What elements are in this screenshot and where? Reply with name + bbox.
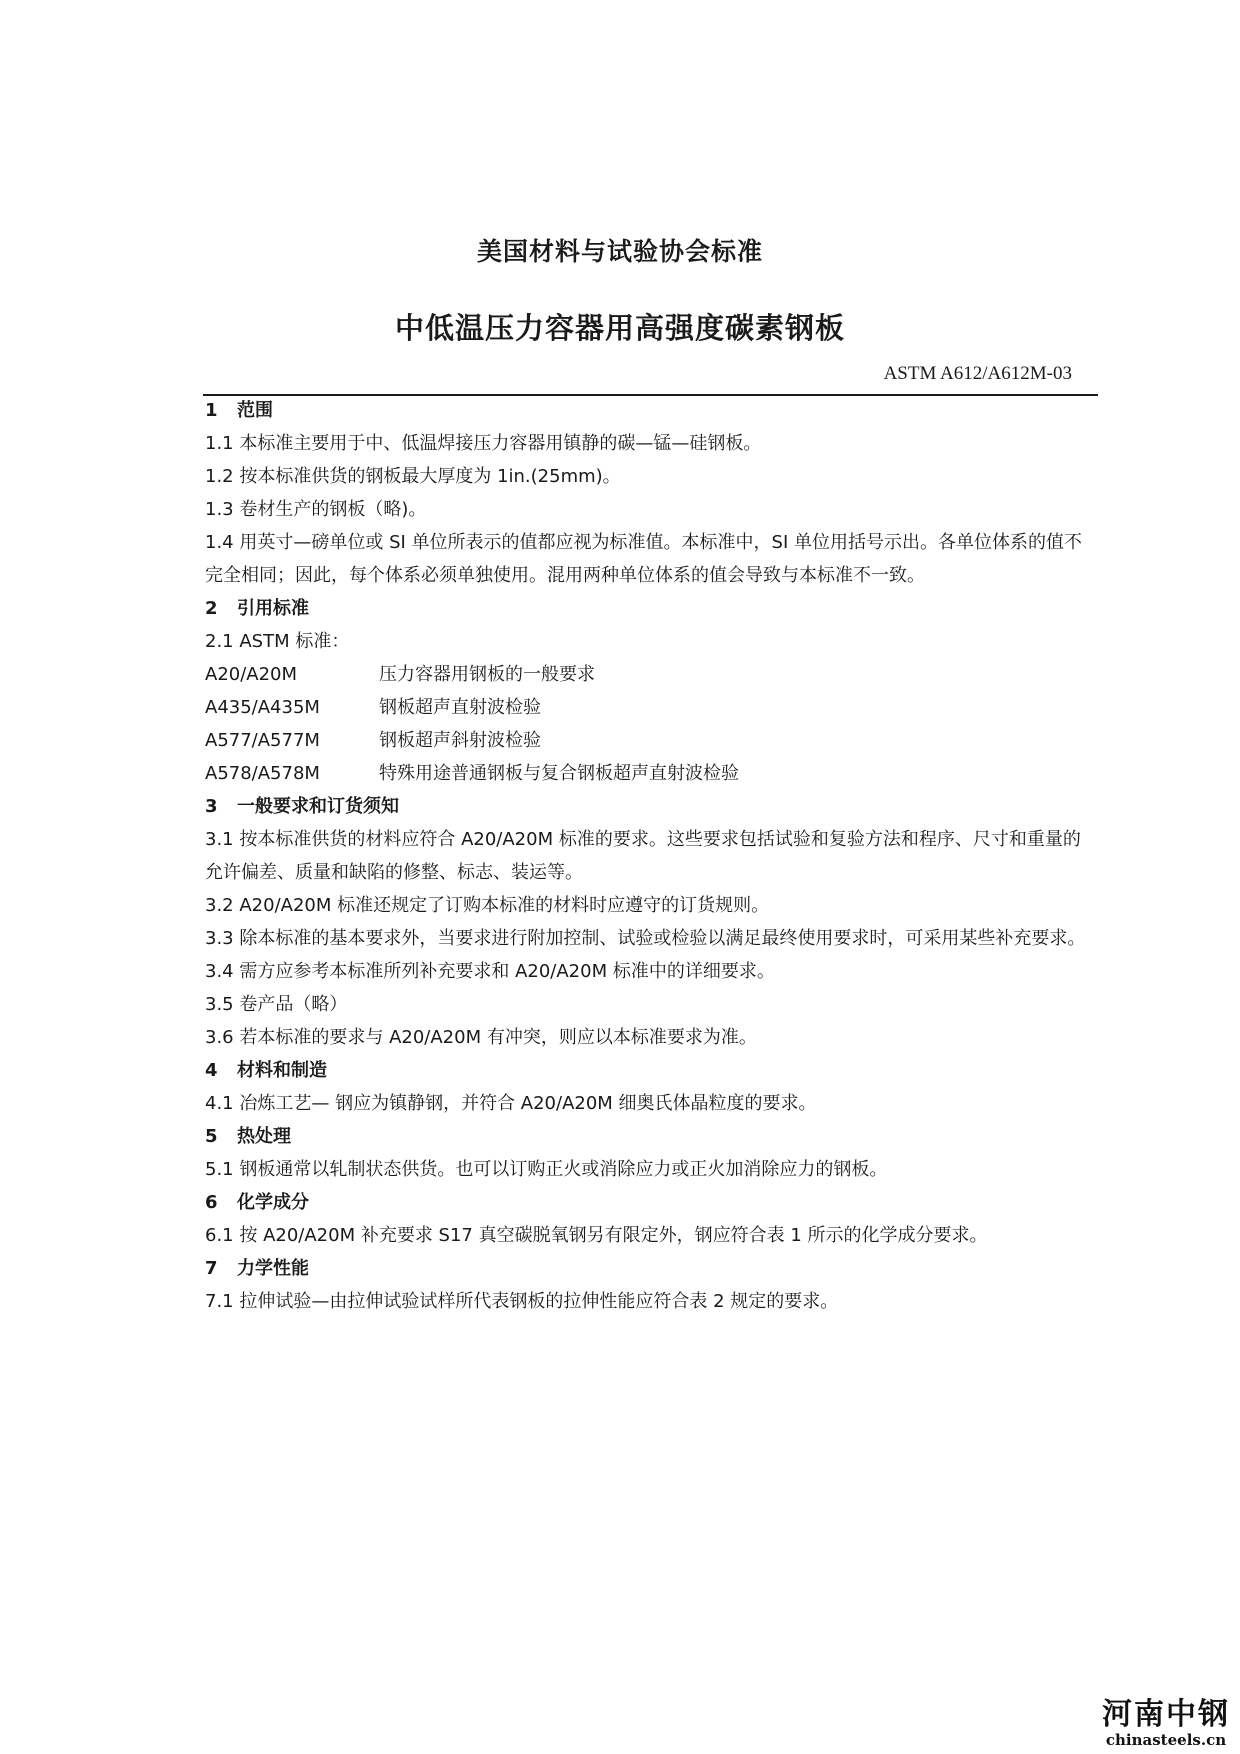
section-title: 热处理 (237, 1126, 291, 1147)
section-heading-2 (205, 592, 1095, 625)
clause-1-1: 1.1 本标准主要用于中、低温焊接压力容器用镇静的碳—锰—硅钢板。 (205, 433, 762, 454)
reference-description: 钢板超声直射波检验 (379, 697, 541, 718)
clause-1-3: 1.3 卷材生产的钢板（略)。 (205, 499, 427, 520)
reference-description: 特殊用途普通钢板与复合钢板超声直射波检验 (379, 763, 739, 784)
section-number: 3 (205, 796, 218, 817)
section-heading-6 (205, 1186, 1095, 1219)
reference-row (205, 757, 1095, 790)
logo-domain-text: chinasteels.cn (1105, 1731, 1227, 1749)
clause-3-4: 3.4 需方应参考本标准所列补充要求和 A20/A20M 标准中的详细要求。 (205, 961, 775, 982)
organization-heading: 美国材料与试验协会标准 (476, 237, 763, 266)
section-number: 7 (205, 1258, 218, 1279)
reference-row (205, 691, 1095, 724)
clause-4-1: 4.1 冶炼工艺— 钢应为镇静钢，并符合 A20/A20M 细奥氏体晶粒度的要求。 (205, 1093, 817, 1114)
clause-3-6: 3.6 若本标准的要求与 A20/A20M 有冲突，则应以本标准要求为准。 (205, 1027, 757, 1048)
section-number: 4 (205, 1060, 218, 1081)
clause-6-1: 6.1 按 A20/A20M 补充要求 S17 真空碳脱氧钢另有限定外，钢应符合表 1 所示的化学成分要求。 (205, 1225, 988, 1246)
section-title: 力学性能 (237, 1258, 309, 1279)
clause-1-4: 1.4 用英寸—磅单位或 SI 单位所表示的值都应视为标准值。本标准中，SI 单位用括号示出。各单位体系的值不完全相同；因此，每个体系必须单独使用。混用两种单位体系的值会导致与本标准不一致。 (205, 532, 1082, 586)
logo-chinese-text: 河南中钢 (1102, 1697, 1230, 1732)
section-title: 引用标准 (237, 598, 309, 619)
reference-code: A578/A578M (205, 763, 320, 784)
section-heading-3 (205, 790, 1095, 823)
section-number: 2 (205, 598, 218, 619)
reference-row (205, 658, 1095, 691)
document-body (205, 394, 1095, 1318)
section-heading-7 (205, 1252, 1095, 1285)
section-number: 6 (205, 1192, 218, 1213)
section-number: 1 (205, 400, 218, 421)
reference-code: A20/A20M (205, 664, 298, 685)
reference-description: 压力容器用钢板的一般要求 (379, 664, 595, 685)
section-title: 化学成分 (237, 1192, 309, 1213)
document-title: 中低温压力容器用高强度碳素钢板 (394, 311, 845, 345)
clause-3-5: 3.5 卷产品（略） (205, 994, 348, 1015)
clause-3-1: 3.1 按本标准供货的材料应符合 A20/A20M 标准的要求。这些要求包括试验和复验方法和程序、尺寸和重量的允许偏差、质量和缺陷的修整、标志、装运等。 (205, 829, 1081, 883)
clause-1-2: 1.2 按本标准供货的钢板最大厚度为 1in.(25mm)。 (205, 466, 621, 487)
section-heading-1 (205, 394, 1095, 427)
standard-code: ASTM A612/A612M-03 (883, 363, 1072, 384)
clause-3-3: 3.3 除本标准的基本要求外，当要求进行附加控制、试验或检验以满足最终使用要求时，可采用某些补充要求。 (205, 928, 1086, 949)
section-title: 材料和制造 (237, 1060, 327, 1081)
section-heading-4 (205, 1054, 1095, 1087)
clause-3-2: 3.2 A20/A20M 标准还规定了订购本标准的材料时应遵守的订货规则。 (205, 895, 770, 916)
reference-description: 钢板超声斜射波检验 (379, 730, 541, 751)
watermark-logo (1096, 1698, 1236, 1748)
clause-2-1: 2.1 ASTM 标准： (205, 631, 350, 652)
clause-5-1: 5.1 钢板通常以轧制状态供货。也可以订购正火或消除应力或正火加消除应力的钢板。 (205, 1159, 888, 1180)
section-title: 范围 (237, 400, 273, 421)
clause-7-1: 7.1 拉伸试验—由拉伸试验试样所代表钢板的拉伸性能应符合表 2 规定的要求。 (205, 1291, 839, 1312)
reference-code: A435/A435M (205, 697, 320, 718)
reference-code: A577/A577M (205, 730, 320, 751)
section-title: 一般要求和订货须知 (237, 796, 399, 817)
reference-row (205, 724, 1095, 757)
section-number: 5 (205, 1126, 218, 1147)
section-heading-5 (205, 1120, 1095, 1153)
